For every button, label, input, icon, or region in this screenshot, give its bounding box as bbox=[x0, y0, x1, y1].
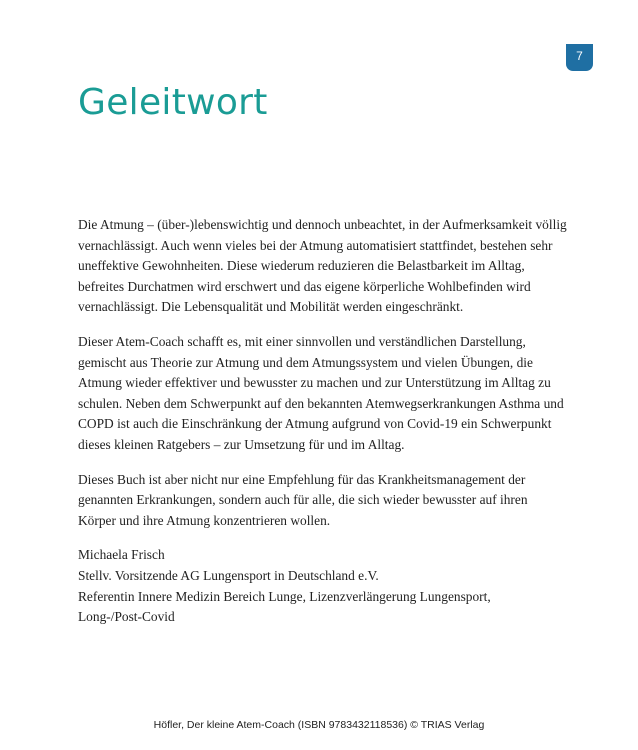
signature-block bbox=[78, 545, 568, 627]
signature-role: Referentin Innere Medizin Bereich Lunge, Lizenzverlängerung Lungensport, bbox=[78, 588, 491, 604]
page-number-badge bbox=[566, 44, 593, 71]
page-number: 7 bbox=[576, 49, 583, 63]
paragraph-1: Die Atmung – (über-)lebenswichtig und dennoch unbeachtet, in der Aufmerksamkeit völlig vernachlässigt. Auch wenn vieles bei der Atmung automatisiert stattfindet, bestehen sehr uneffektive Gewohnheiten. Diese wiederum reduzieren die Belastbarkeit im Alltag, befreites Durchatmen wird erschwert und das eigene körperliche Wohlbefinden wird vernachlässigt. Die Lebensqualität und Mobilität werden eingeschränkt. bbox=[78, 217, 567, 315]
footer-citation: Höfler, Der kleine Atem-Coach (ISBN 9783432118536) © TRIAS Verlag bbox=[153, 719, 485, 731]
paragraph-3: Dieses Buch ist aber nicht nur eine Empfehlung für das Krankheitsmanagement der genannten Erkrankungen, sondern auch für alle, die sich wieder bewusster auf ihren Körper und ihre Atmung konzentrieren wollen. bbox=[78, 471, 528, 528]
foreword-body bbox=[78, 215, 568, 628]
signature-role: Stellv. Vorsitzende AG Lungensport in Deutschland e.V. bbox=[78, 567, 379, 583]
paragraph-2: Dieser Atem-Coach schafft es, mit einer sinnvollen und verständlichen Darstellung, gemischt aus Theorie zur Atmung und dem Atmungssystem und vielen Übungen, die Atmung wieder effektiver und bewusster zu machen und zur Unterstützung im Alltag zu schulen. Neben dem Schwerpunkt auf den bekannten Atemwegserkrankungen Asthma und COPD ist auch die Einschränkung der Atmung aufgrund von Covid-19 ein Schwerpunkt dieses kleinen Ratgebers – zur Umsetzung für und im Alltag. bbox=[78, 333, 564, 452]
page-title: Geleitwort bbox=[78, 82, 268, 123]
signature-name: Michaela Frisch bbox=[78, 547, 165, 563]
signature-role: Long-/Post-Covid bbox=[78, 609, 175, 625]
